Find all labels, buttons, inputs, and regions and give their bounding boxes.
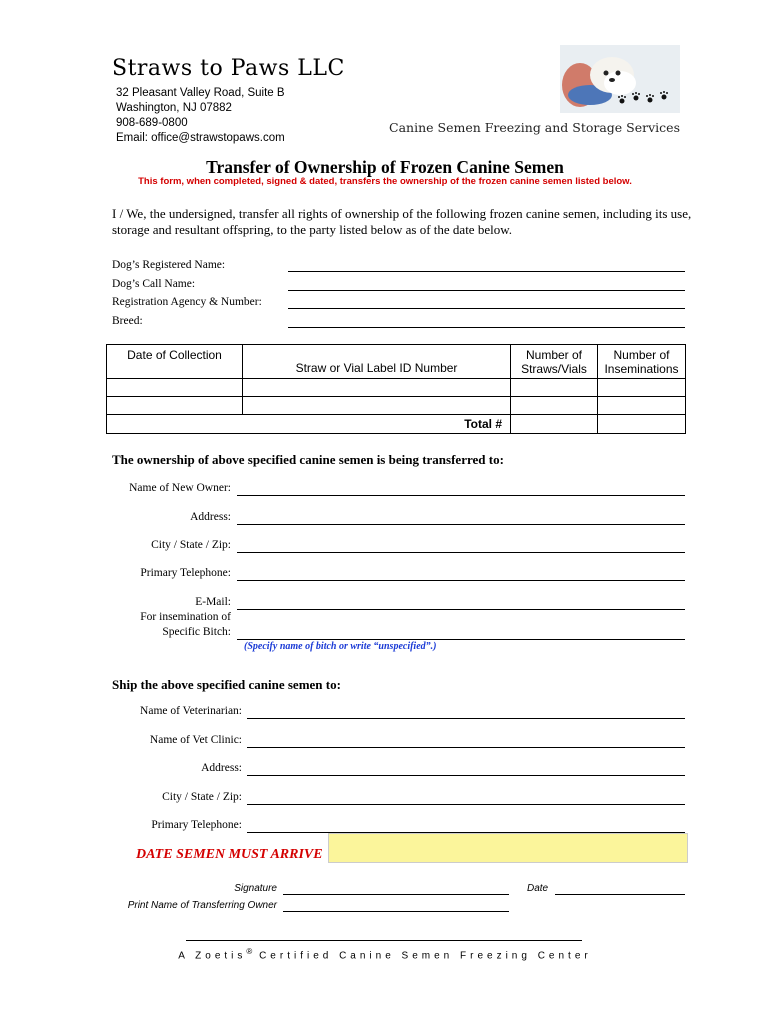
- footer-divider: [186, 940, 582, 941]
- specific-bitch-field[interactable]: [237, 639, 685, 640]
- call-name-field[interactable]: [288, 290, 685, 291]
- ship-city-label: City / State / Zip:: [162, 791, 242, 803]
- ship-address-field[interactable]: [247, 775, 685, 776]
- tagline: Canine Semen Freezing and Storage Services: [389, 120, 680, 135]
- address-line-1: 32 Pleasant Valley Road, Suite B: [116, 87, 285, 99]
- semen-table: [106, 344, 686, 434]
- form-subtitle: This form, when completed, signed & dated, transfers the ownership of the frozen canine semen listed below.: [138, 176, 632, 187]
- call-name-label: Dog’s Call Name:: [112, 278, 196, 290]
- vet-name-label: Name of Veterinarian:: [140, 705, 242, 717]
- registered-mark: ®: [246, 947, 253, 956]
- company-name: Straws to Paws LLC: [112, 56, 345, 81]
- registered-name-field[interactable]: [288, 271, 685, 272]
- intro-paragraph: I / We, the undersigned, transfer all rights of ownership of the following frozen canine semen, including its use, storage and resultant offspring, to the party listed below as of the date below.: [112, 206, 692, 237]
- ship-heading: Ship the above specified canine semen to:: [112, 677, 341, 692]
- date-arrive-label: DATE SEMEN MUST ARRIVE: [136, 847, 323, 862]
- total-straws-cell[interactable]: [511, 415, 598, 434]
- signature-label: Signature: [234, 883, 277, 894]
- vet-clinic-field[interactable]: [247, 747, 685, 748]
- new-owner-email-label: E-Mail:: [195, 596, 231, 608]
- new-owner-phone-label: Primary Telephone:: [140, 567, 231, 579]
- new-owner-address-field[interactable]: [237, 524, 685, 525]
- header-label-id: Straw or Vial Label ID Number: [243, 345, 511, 379]
- header-date-of-collection: Date of Collection: [107, 345, 243, 379]
- header-number-straws: Number of Straws/Vials: [511, 345, 598, 379]
- phone-number: 908-689-0800: [116, 117, 188, 129]
- footer-text: [0, 947, 770, 961]
- new-owner-phone-field[interactable]: [237, 580, 685, 581]
- footer-text-before: A Zoetis: [178, 950, 247, 962]
- insemination-label-1: For insemination of: [140, 611, 231, 623]
- new-owner-email-field[interactable]: [237, 609, 685, 610]
- date-label: Date: [527, 883, 549, 894]
- form-title: Transfer of Ownership of Frozen Canine Semen: [206, 157, 564, 177]
- total-inseminations-cell[interactable]: [598, 415, 686, 434]
- header-number-inseminations: Number of Inseminations: [598, 345, 686, 379]
- ship-city-field[interactable]: [247, 804, 685, 805]
- new-owner-city-field[interactable]: [237, 552, 685, 553]
- registered-name-label: Dog’s Registered Name:: [112, 259, 226, 271]
- table-row[interactable]: [107, 397, 686, 415]
- new-owner-city-label: City / State / Zip:: [151, 539, 231, 551]
- new-owner-name-label: Name of New Owner:: [129, 482, 231, 494]
- breed-label: Breed:: [112, 315, 143, 327]
- ship-phone-label: Primary Telephone:: [151, 819, 242, 831]
- email-address: Email: office@strawstopaws.com: [116, 132, 285, 144]
- address-line-2: Washington, NJ 07882: [116, 102, 232, 114]
- vet-name-field[interactable]: [247, 718, 685, 719]
- breed-field[interactable]: [288, 327, 685, 328]
- puppy-photo: [560, 45, 680, 113]
- print-name-field[interactable]: [283, 911, 509, 912]
- registration-field[interactable]: [288, 308, 685, 309]
- new-owner-address-label: Address:: [190, 511, 231, 523]
- insemination-label-2: Specific Bitch:: [162, 626, 231, 638]
- table-row[interactable]: [107, 379, 686, 397]
- print-name-label: Print Name of Transferring Owner: [127, 900, 277, 911]
- new-owner-heading: The ownership of above specified canine semen is being transferred to:: [112, 452, 504, 467]
- specify-hint: (Specify name of bitch or write “unspecified”.): [244, 641, 437, 652]
- date-arrive-field[interactable]: [328, 833, 688, 863]
- footer-text-after: Certified Canine Semen Freezing Center: [252, 950, 592, 962]
- date-field[interactable]: [555, 894, 685, 895]
- signature-field[interactable]: [283, 894, 509, 895]
- vet-clinic-label: Name of Vet Clinic:: [149, 734, 242, 746]
- registration-label: Registration Agency & Number:: [112, 296, 262, 308]
- total-label: Total #: [243, 415, 511, 434]
- ship-address-label: Address:: [201, 762, 242, 774]
- new-owner-name-field[interactable]: [237, 495, 685, 496]
